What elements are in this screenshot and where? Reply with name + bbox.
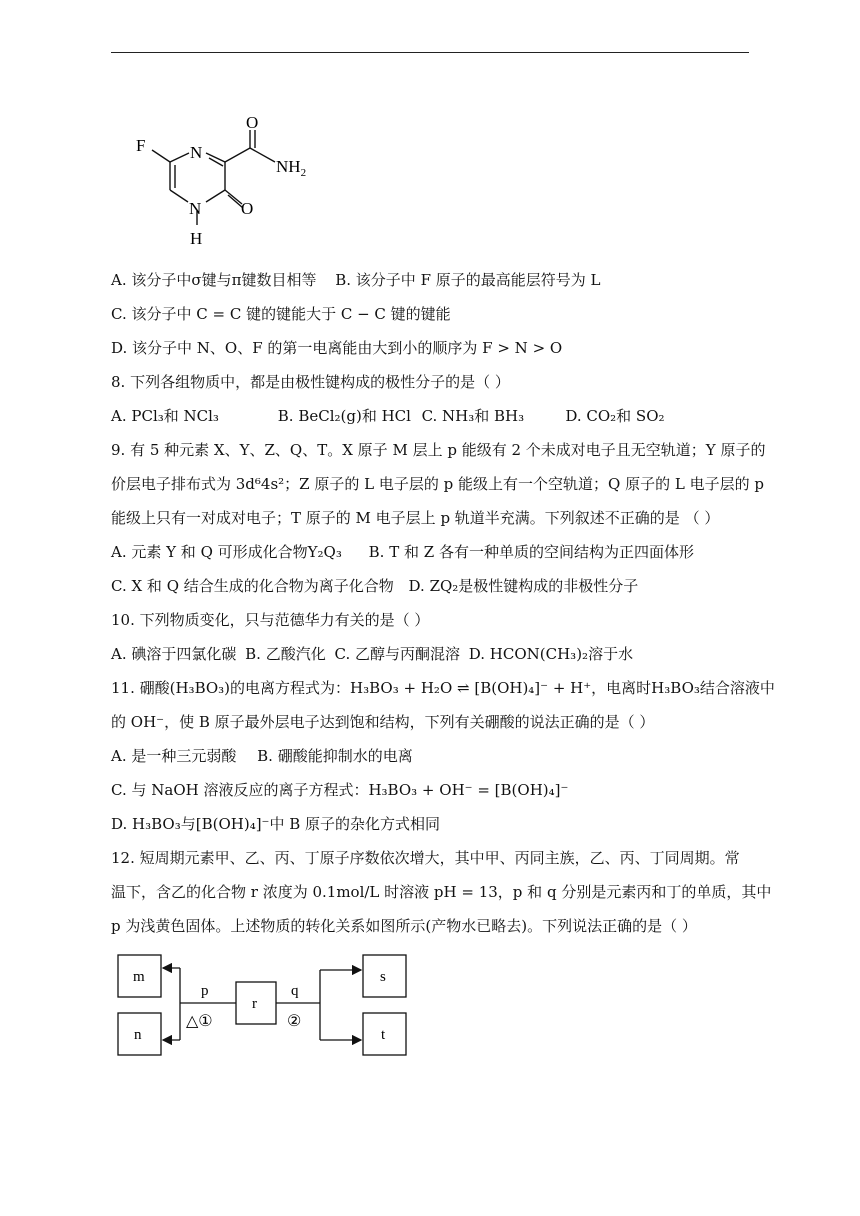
- q7-option-d[interactable]: D. 该分子中 N、O、F 的第一电离能由大到小的顺序为 F > N > O: [111, 339, 563, 357]
- q8-option-b[interactable]: B. BeCl₂(g)和 HCl: [277, 407, 411, 425]
- q8-stem: 8. 下列各组物质中，都是由极性键构成的极性分子的是（ ）: [111, 373, 510, 391]
- q9-option-b[interactable]: B. T 和 Z 各有一种单质的空间结构为正四面体形: [368, 543, 694, 561]
- atom-n-ring-top: N: [190, 143, 203, 162]
- label-n: n: [134, 1027, 142, 1043]
- q10-option-b[interactable]: B. 乙酸汽化: [245, 645, 326, 663]
- q7-options-ab: [111, 270, 600, 290]
- q9-options-ab: [111, 542, 694, 562]
- q8-option-a[interactable]: A. PCl₃和 NCl₃: [111, 407, 219, 425]
- q9-stem-line2: 价层电子排布式为 3d⁶4s²；Z 原子的 L 电子层的 p 能级上有一个空轨道；Q 原子的 L 电子层的 p: [111, 475, 764, 493]
- q7-option-a[interactable]: A. 该分子中σ键与π键数目相等: [111, 271, 317, 289]
- label-m: m: [133, 969, 145, 985]
- atom-o-ring: O: [241, 199, 254, 218]
- q7-option-c[interactable]: C. 该分子中 C = C 键的键能大于 C − C 键的键能: [111, 305, 451, 323]
- molecule-diagram: [130, 110, 330, 250]
- q9-option-a[interactable]: A. 元素 Y 和 Q 可形成化合物Y₂Q₃: [111, 543, 342, 561]
- label-p: p: [201, 983, 209, 999]
- q10-option-a[interactable]: A. 碘溶于四氯化碳: [111, 645, 237, 663]
- q10-option-d[interactable]: D. HCON(CH₃)₂溶于水: [468, 645, 634, 663]
- label-s: s: [380, 969, 386, 985]
- q11-option-d[interactable]: D. H₃BO₃与[B(OH)₄]⁻中 B 原子的杂化方式相同: [111, 815, 441, 833]
- atom-h: H: [190, 229, 203, 248]
- atom-nh2: $NH_2$: [276, 157, 307, 179]
- q8-option-c[interactable]: C. NH₃和 BH₃: [421, 407, 525, 425]
- atom-n-ring-bottom: N: [189, 199, 202, 218]
- q7-option-b[interactable]: B. 该分子中 F 原子的最高能层符号为 L: [335, 271, 601, 289]
- label-cond2: ②: [287, 1013, 302, 1030]
- q9-option-d[interactable]: D. ZQ₂是极性键构成的非极性分子: [408, 577, 639, 595]
- header-rule: [111, 52, 749, 53]
- q9-stem-line3: 能级上只有一对成对电子；T 原子的 M 电子层上 p 轨道半充满。下列叙述不正确的是 （ ）: [111, 509, 720, 527]
- q11-options-ab: [111, 746, 413, 766]
- q11-option-b[interactable]: B. 硼酸能抑制水的电离: [257, 747, 413, 765]
- q9-option-c[interactable]: C. X 和 Q 结合生成的化合物为离子化合物: [111, 577, 394, 595]
- label-q: q: [291, 983, 299, 999]
- q12-stem-line1: 12. 短周期元素甲、乙、丙、丁原子序数依次增大，其中甲、丙同主族，乙、丙、丁同周期。常: [111, 849, 740, 867]
- atom-o-carbonyl: O: [246, 113, 259, 132]
- q11-option-a[interactable]: A. 是一种三元弱酸: [111, 747, 237, 765]
- q11-stem-line2: 的 OH⁻，使 B 原子最外层电子达到饱和结构，下列有关硼酸的说法正确的是（ ）: [111, 713, 655, 731]
- q10-options: [111, 644, 633, 664]
- q8-option-d[interactable]: D. CO₂和 SO₂: [565, 407, 665, 425]
- q11-option-c[interactable]: C. 与 NaOH 溶液反应的离子方程式：H₃BO₃ + OH⁻ = [B(OH)₄]⁻: [111, 781, 569, 799]
- q11-stem-line1: 11. 硼酸(H₃BO₃)的电离方程式为：H₃BO₃ + H₂O ⇌ [B(OH)₄]⁻ + H⁺，电离时H₃BO₃结合溶液中: [111, 679, 775, 697]
- q9-stem-line1: 9. 有 5 种元素 X、Y、Z、Q、T。X 原子 M 层上 p 能级有 2 个未成对电子且无空轨道；Y 原子的: [111, 441, 766, 459]
- label-cond1: △①: [186, 1013, 213, 1030]
- q12-stem-line2: 温下，含乙的化合物 r 浓度为 0.1mol/L 时溶液 pH = 13，p 和 q 分别是元素丙和丁的单质，其中: [111, 883, 772, 901]
- q10-stem: 10. 下列物质变化，只与范德华力有关的是（ ）: [111, 611, 430, 629]
- q10-option-c[interactable]: C. 乙醇与丙酮混溶: [334, 645, 460, 663]
- q8-options: [111, 406, 665, 426]
- label-t: t: [381, 1027, 386, 1043]
- conversion-diagram: [110, 950, 410, 1062]
- q9-options-cd: [111, 576, 638, 596]
- label-r: r: [252, 996, 257, 1012]
- atom-f: F: [136, 136, 146, 155]
- q12-stem-line3: p 为浅黄色固体。上述物质的转化关系如图所示(产物水已略去)。下列说法正确的是（ ）: [111, 917, 697, 935]
